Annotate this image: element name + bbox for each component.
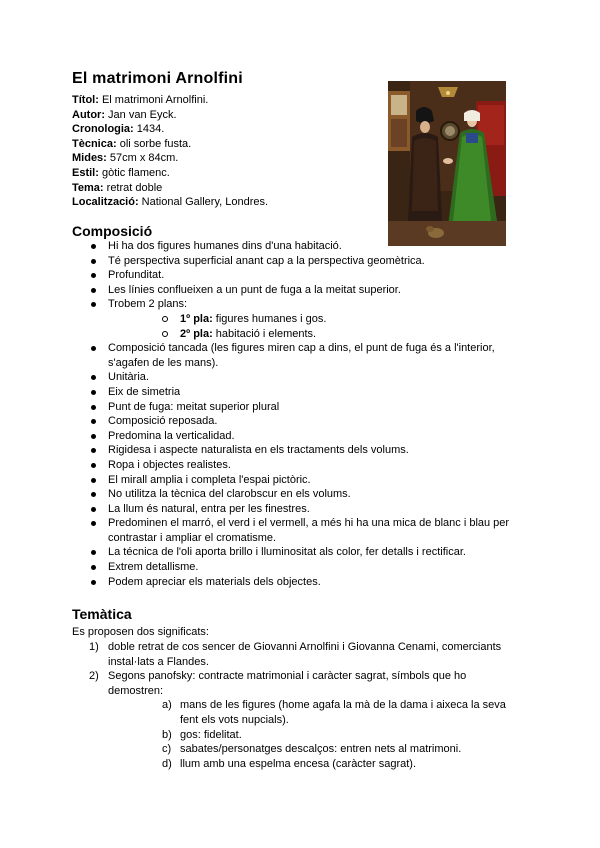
meta-row: Mides: 57cm x 84cm. — [72, 152, 179, 165]
section-heading-composicio: Composició — [72, 223, 153, 239]
list-item: Extrem detallisme. — [72, 560, 522, 575]
lettered-item: b) gos: fidelitat. — [162, 728, 242, 741]
sub-list-item: 2º pla: habitació i elements. — [144, 327, 522, 342]
meta-row: Tècnica: oli sorbe fusta. — [72, 137, 192, 150]
list-item: El mirall amplia i completa l'espai pictòric. — [72, 473, 522, 488]
list-item: Eix de simetria — [72, 385, 522, 400]
list-item: Trobem 2 plans: 1º pla: figures humanes i gos. 2º pla: habitació i elements. — [72, 297, 522, 341]
composicio-list — [72, 239, 522, 589]
page-title: El matrimoni Arnolfini — [72, 70, 243, 87]
meta-row: Tema: retrat doble — [72, 181, 163, 194]
list-item: Rigidesa i aspecte naturalista en els tractaments dels volums. — [72, 443, 522, 458]
meta-row: Estil: gòtic flamenc. — [72, 166, 170, 179]
list-item: La llum és natural, entra per les finestres. — [72, 502, 522, 517]
artwork-metadata — [72, 93, 268, 210]
meta-row: Localització: National Gallery, Londres. — [72, 196, 269, 209]
list-item: Composició reposada. — [72, 414, 522, 429]
symbols-list — [108, 698, 522, 771]
lettered-item: c) sabates/personatges descalços: entren nets al matrimoni. — [162, 743, 462, 756]
list-item: No utilitza la tècnica del clarobscur en els volums. — [72, 487, 522, 502]
list-item: Profunditat. — [72, 268, 522, 283]
lettered-item: a) mans de les figures (home agafa la mà de la dama i aixeca la seva fent els vots nupcials). — [162, 699, 506, 726]
list-item: Podem apreciar els materials dels objectes. — [72, 575, 522, 590]
section-heading-tematica: Temàtica — [72, 606, 132, 622]
numbered-item: 2) Segons panofsky: contracte matrimonial i caràcter sagrat, símbols que ho demostren: a) mans de les figures (home agafa la mà de la dama i aixeca la seva fent els vots nupcials). b) gos: fidelitat. c) sabates/personatges descalços: entren nets al matrimoni. d) llum amb una espelma encesa (caràcter sagrat). — [72, 669, 522, 771]
list-item: Predominen el marró, el verd i el vermell, a més hi ha una mica de blanc i blau per contrastar i ampliar el cromatisme. — [72, 516, 522, 545]
plans-list — [108, 312, 522, 341]
list-item: Té perspectiva superficial anant cap a la perspectiva geomètrica. — [72, 254, 522, 269]
list-item: Predomina la verticalidad. — [72, 429, 522, 444]
list-item: Punt de fuga: meitat superior plural — [72, 400, 522, 415]
tematica-intro: Es proposen dos significats: — [72, 626, 209, 638]
meta-row: Títol: El matrimoni Arnolfini. — [72, 94, 209, 106]
lettered-item: d) llum amb una espelma encesa (caràcter sagrat). — [162, 757, 416, 770]
arnolfini-painting-image — [388, 81, 506, 246]
list-item: Composició tancada (les figures miren cap a dins, el punt de fuga és a l'interior, s'agafen de les mans). — [72, 341, 522, 370]
tematica-list — [72, 640, 522, 771]
list-item: Les línies conflueixen a un punt de fuga a la meitat superior. — [72, 283, 522, 298]
sub-list-item: 1º pla: figures humanes i gos. — [144, 312, 522, 327]
list-item: Unitària. — [72, 370, 522, 385]
list-item: La técnica de l'oli aporta brillo i lluminositat als color, fer detalls i rectificar. — [72, 545, 522, 560]
meta-row: Cronologia: 1434. — [72, 123, 165, 136]
meta-row: Autor: Jan van Eyck. — [72, 108, 177, 121]
numbered-item: 1) doble retrat de cos sencer de Giovanni Arnolfini i Giovanna Cenami, comerciants instal·lats a Flandes. — [89, 641, 502, 668]
list-item: Hi ha dos figures humanes dins d'una habitació. — [72, 239, 522, 254]
list-item: Ropa i objectes realistes. — [72, 458, 522, 473]
